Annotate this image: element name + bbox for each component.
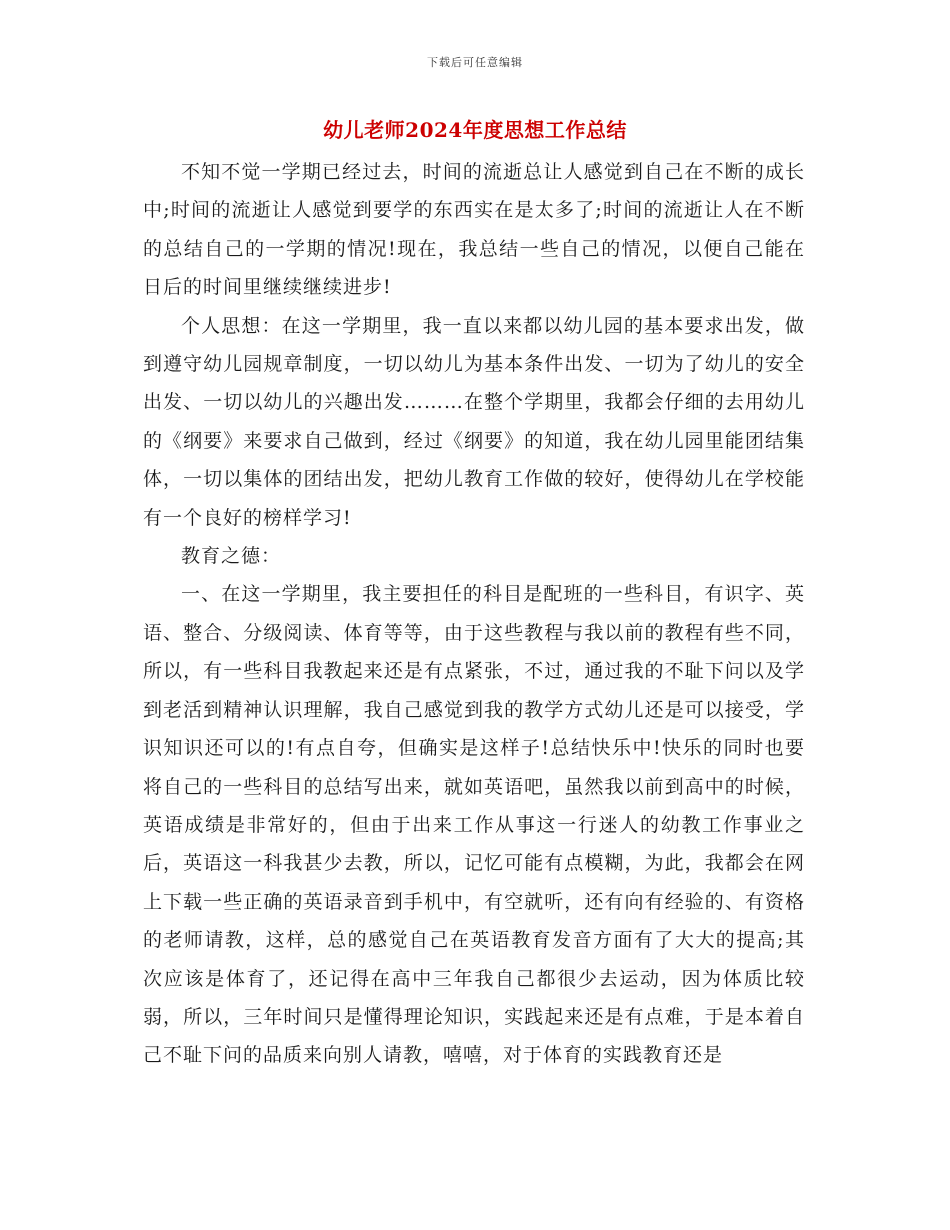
paragraph-intro: 不知不觉一学期已经过去，时间的流逝总让人感觉到自己在不断的成长中;时间的流逝让人感觉到要学的东西实在是太多了;时间的流逝让人在不断的总结自己的一学期的情况!现在，我总结一些自己的情况，以便自己能在日后的时间里继续继续进步!	[143, 161, 805, 299]
page-header-note: 下载后可任意编辑	[427, 56, 523, 69]
paragraph-education-one: 一、在这一学期里，我主要担任的科目是配班的一些科目，有识字、英语、整合、分级阅读、体育等等，由于这些教程与我以前的教程有些不同，所以，有一些科目我教起来还是有点紧张，不过，通过我的不耻下问以及学到老活到精神认识理解，我自己感觉到我的教学方式幼儿还是可以接受，学识知识还可以的!有点自夸，但确实是这样子!总结快乐中!快乐的同时也要将自己的一些科目的总结写出来，就如英语吧，虽然我以前到高中的时候，英语成绩是非常好的，但由于出来工作从事这一行迷人的幼教工作事业之后，英语这一科我甚少去教，所以，记忆可能有点模糊，为此，我都会在网上下载一些正确的英语录音到手机中，有空就听，还有向有经验的、有资格的老师请教，这样，总的感觉自己在英语教育发音方面有了大大的提高;其次应该是体育了，还记得在高中三年我自己都很少去运动，因为体质比较弱，所以，三年时间只是懂得理论知识，实践起来还是有点难，于是本着自己不耻下问的品质来向别人请教，嘻嘻，对于体育的实践教育还是	[143, 583, 805, 1067]
paragraph-personal-thought: 个人思想：在这一学期里，我一直以来都以幼儿园的基本要求出发，做到遵守幼儿园规章制度，一切以幼儿为基本条件出发、一切为了幼儿的安全出发、一切以幼儿的兴趣出发………在整个学期里，我都会仔细的去用幼儿的《纲要》来要求自己做到，经过《纲要》的知道，我在幼儿园里能团结集体，一切以集体的团结出发，把幼儿教育工作做的较好，使得幼儿在学校能有一个良好的榜样学习!	[143, 314, 805, 529]
document-title: 幼儿老师2024年度思想工作总结	[323, 118, 627, 142]
document-body	[143, 153, 805, 1075]
paragraph-education-heading: 教育之德：	[181, 545, 282, 568]
